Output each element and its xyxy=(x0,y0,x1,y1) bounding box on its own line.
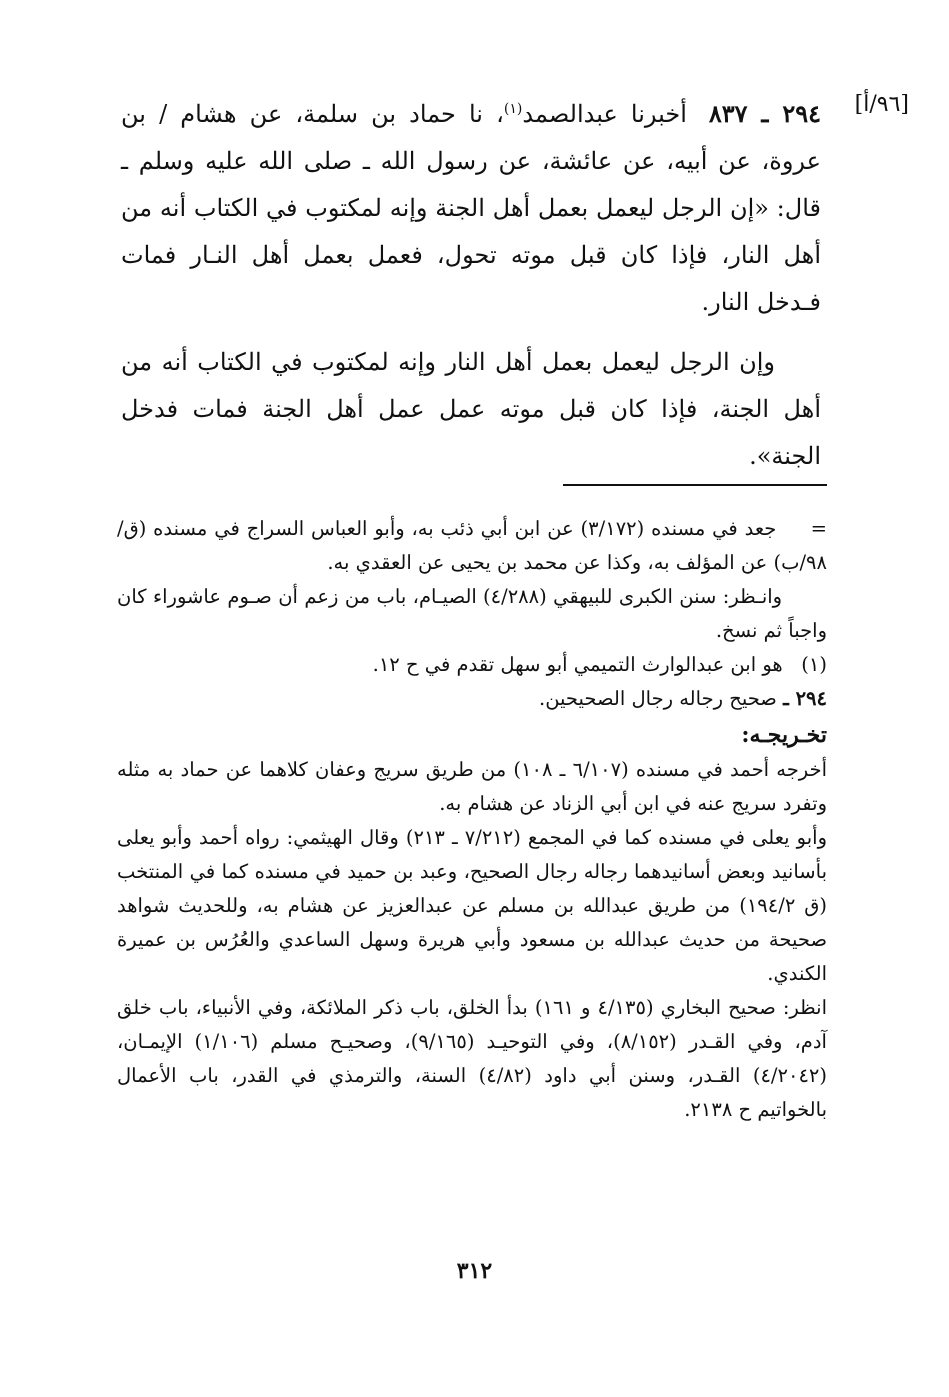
footnote-continuation: = جعد في مسنده (٣/١٧٢) عن ابن أبي ذئب به، وأبو العباس السراج في مسنده (ق/٩٨/ب) عن المؤلف به، وكذا عن محمد بن يحيى عن العقدي به. xyxy=(117,517,827,574)
hadith-paragraph-2: وإن الرجل ليعمل بعمل أهل النار وإنه لمكتوب في الكتاب أنه من أهل الجنة، فإذا كان قبل موته عمل عمل أهل الجنة فمات فدخل الجنة». xyxy=(121,348,821,470)
hadith-text-part-a: أخبرنا عبدالصمد xyxy=(522,100,687,128)
footnote-reference-1: (١) xyxy=(503,101,523,117)
footnote-294: ٢٩٤ ـ صحيح رجاله رجال الصحيحين. xyxy=(539,687,827,710)
footnote-1-marker: (١) xyxy=(801,653,827,676)
hadith-paragraph-1 xyxy=(121,90,821,326)
takhrij-paragraph-1: أخرجه أحمد في مسنده (٦/١٠٧ ـ ١٠٨) من طريق سريج وعفان كلاهما عن حماد به مثله وتفرد سريج عنه في ابن أبي الزناد عن هشام به. xyxy=(117,758,827,815)
footnote-1: (١) هو ابن عبدالوارث التميمي أبو سهل تقدم في ح ١٢. xyxy=(372,653,827,676)
takhrij-paragraph-3: انظر: صحيح البخاري (٤/١٣٥ و ١٦١) بدأ الخلق، باب ذكر الملائكة، وفي الأنبياء، باب خلق آدم، وفي القـدر (٨/١٥٢)، وفي التوحيـد (٩/١٦٥)، وصحيـح مسلم (١/١٠٦) الإيمـان، (٤/٢٠٤٢) القـدر، وسنن أبي داود (٤/٨٢) السنة، والترمذي في القدر، باب الأعمال بالخواتيم ح ٢١٣٨. xyxy=(117,996,828,1121)
hadith-text-part-b: ، نا حماد بن سلمة، عن هشام / بن عروة، عن أبيه، عن عائشة، عن رسول الله ـ صلى الله عليه وسلم ـ قال: «إن الرجل ليعمل بعمل أهل الجنة وإنه لمكتوب في الكتاب أنه من أهل النار، فإذا كان قبل موته تحول، فعمل بعمل أهل النـار فمات فـدخل النار. xyxy=(121,100,821,316)
footnote-separator xyxy=(563,484,827,486)
manuscript-folio-reference: [٩٦/أ] xyxy=(854,92,909,117)
main-hadith-text xyxy=(121,90,821,480)
takhrij-paragraph-2: وأبو يعلى في مسنده كما في المجمع (٧/٢١٢ ـ ٢١٣) وقال الهيثمي: رواه أحمد وأبو يعلى بأسانيد وبعض أسانيدهما رجاله رجال الصحيح، وعبد بن حميد في مسنده كما في المنتخب (ق ١٩٤/٢) من طريق عبدالله بن مسلم عن عبدالعزيز عن هشام به، وللحديث شواهد صحيحة من حديث عبدالله بن مسعود وأبي هريرة وسهل الساعدي والعُرُس بن عميرة الكندي. xyxy=(117,826,827,985)
footnotes-section xyxy=(117,512,827,1127)
page-number: ٣١٢ xyxy=(456,1258,493,1284)
hadith-number: ٢٩٤ ـ ٨٣٧ xyxy=(708,99,821,128)
continuation-mark: = xyxy=(810,517,827,540)
takhrij-heading: تخـريجـه: xyxy=(741,722,827,748)
takhrij-heading-line xyxy=(117,716,827,753)
footnote-294-number: ٢٩٤ ـ xyxy=(783,687,827,710)
footnote-continuation-see: وانـظر: سنن الكبرى للبيهقي (٤/٢٨٨) الصيـام، باب من زعم أن صـوم عاشوراء كان واجباً ثم نسخ. xyxy=(117,585,827,642)
